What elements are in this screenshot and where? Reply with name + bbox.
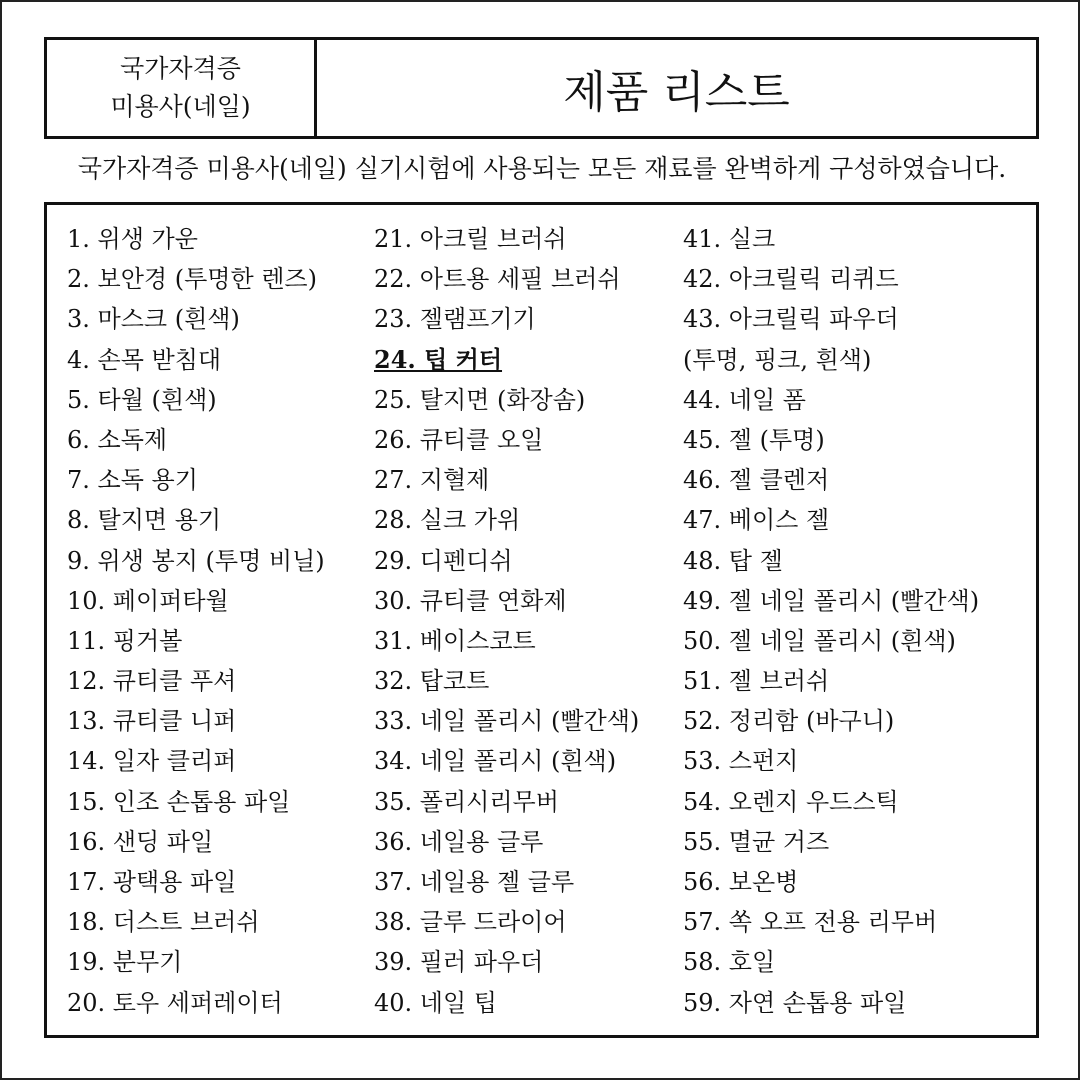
list-item: 20. 토우 세퍼레이터 xyxy=(67,988,283,1017)
list-item: 7. 소독 용기 xyxy=(67,466,198,495)
list-item: 30. 큐티클 연화제 xyxy=(374,586,567,615)
list-item: 33. 네일 폴리시 (빨간색) xyxy=(374,707,640,736)
list-item: 39. 필러 파우더 xyxy=(374,948,544,977)
list-item: 6. 소독제 xyxy=(67,425,168,454)
list-item: 17. 광택용 파일 xyxy=(67,868,237,896)
list-item: 34. 네일 폴리시 (흰색) xyxy=(374,747,617,776)
list-item: 27. 지혈제 xyxy=(374,466,490,495)
list-item: 5. 타월 (흰색) xyxy=(67,385,217,414)
list-item: 54. 오렌지 우드스틱 xyxy=(683,787,899,816)
list-item: (투명, 핑크, 흰색) xyxy=(683,345,872,374)
list-item: 45. 젤 (투명) xyxy=(683,425,825,454)
list-item: 21. 아크릴 브러쉬 xyxy=(374,225,567,253)
list-item: 11. 핑거볼 xyxy=(67,626,183,655)
list-item: 15. 인조 손톱용 파일 xyxy=(67,787,291,816)
page-title: 제품 리스트 xyxy=(563,67,790,118)
product-column-1 xyxy=(67,219,325,1023)
certificate-label xyxy=(47,40,317,136)
list-item: 4. 손목 받침대 xyxy=(67,345,222,374)
list-item: 3. 마스크 (흰색) xyxy=(67,305,240,334)
list-item: 22. 아트용 세필 브러쉬 xyxy=(374,265,621,294)
product-list-box xyxy=(44,202,1039,1038)
header-box xyxy=(44,37,1039,139)
list-item: 8. 탈지면 용기 xyxy=(67,506,222,535)
list-item: 50. 젤 네일 폴리시 (흰색) xyxy=(683,626,956,655)
list-item: 16. 샌딩 파일 xyxy=(67,827,214,856)
certificate-line-2: 미용사(네일) xyxy=(110,92,251,121)
list-item: 35. 폴리시리무버 xyxy=(374,787,559,816)
list-item: 32. 탑코트 xyxy=(374,667,490,696)
list-item: 59. 자연 손톱용 파일 xyxy=(683,988,907,1017)
list-item: 10. 페이퍼타월 xyxy=(67,586,229,615)
list-item: 14. 일자 클리퍼 xyxy=(67,747,237,776)
list-item: 26. 큐티클 오일 xyxy=(374,425,544,454)
list-item: 37. 네일용 젤 글루 xyxy=(374,868,575,896)
product-column-3 xyxy=(683,219,979,1023)
certificate-line-1: 국가자격증 xyxy=(120,54,241,83)
list-item: 28. 실크 가위 xyxy=(374,506,521,535)
list-item: 48. 탑 젤 xyxy=(683,546,783,575)
list-item: 24. 팁 커터 xyxy=(374,344,503,374)
list-item: 36. 네일용 글루 xyxy=(374,827,544,856)
list-item: 12. 큐티클 푸셔 xyxy=(67,667,237,696)
list-item: 51. 젤 브러쉬 xyxy=(683,667,830,696)
list-item: 47. 베이스 젤 xyxy=(683,506,830,535)
list-item: 46. 젤 클렌저 xyxy=(683,466,830,495)
page-subtitle: 국가자격증 미용사(네일) 실기시험에 사용되는 모든 재료를 완벽하게 구성하였습니다. xyxy=(77,154,1007,183)
list-item: 2. 보안경 (투명한 렌즈) xyxy=(67,265,317,294)
list-item: 18. 더스트 브러쉬 xyxy=(67,908,260,937)
list-item: 43. 아크릴릭 파우더 xyxy=(683,305,899,334)
list-item: 25. 탈지면 (화장솜) xyxy=(374,385,586,414)
list-item: 52. 정리함 (바구니) xyxy=(683,707,895,736)
list-item: 41. 실크 xyxy=(683,225,776,253)
list-item: 56. 보온병 xyxy=(683,868,799,896)
list-item: 31. 베이스코트 xyxy=(374,626,536,655)
list-item: 9. 위생 봉지 (투명 비닐) xyxy=(67,546,325,575)
list-item: 49. 젤 네일 폴리시 (빨간색) xyxy=(683,586,980,615)
list-item: 42. 아크릴릭 리퀴드 xyxy=(683,265,899,294)
list-item: 13. 큐티클 니퍼 xyxy=(67,707,237,736)
list-item: 58. 호일 xyxy=(683,948,776,977)
list-item: 55. 멸균 거즈 xyxy=(683,827,830,856)
list-item: 29. 디펜디쉬 xyxy=(374,546,513,575)
product-column-2 xyxy=(374,219,639,1023)
list-item: 53. 스펀지 xyxy=(683,747,799,776)
list-item: 40. 네일 팁 xyxy=(374,988,497,1017)
list-item: 44. 네일 폼 xyxy=(683,385,806,414)
list-item: 38. 글루 드라이어 xyxy=(374,908,567,937)
list-item: 57. 쏙 오프 전용 리무버 xyxy=(683,908,938,937)
list-item: 23. 젤램프기기 xyxy=(374,305,536,334)
list-item: 19. 분무기 xyxy=(67,948,183,977)
list-item: 1. 위생 가운 xyxy=(67,225,198,253)
